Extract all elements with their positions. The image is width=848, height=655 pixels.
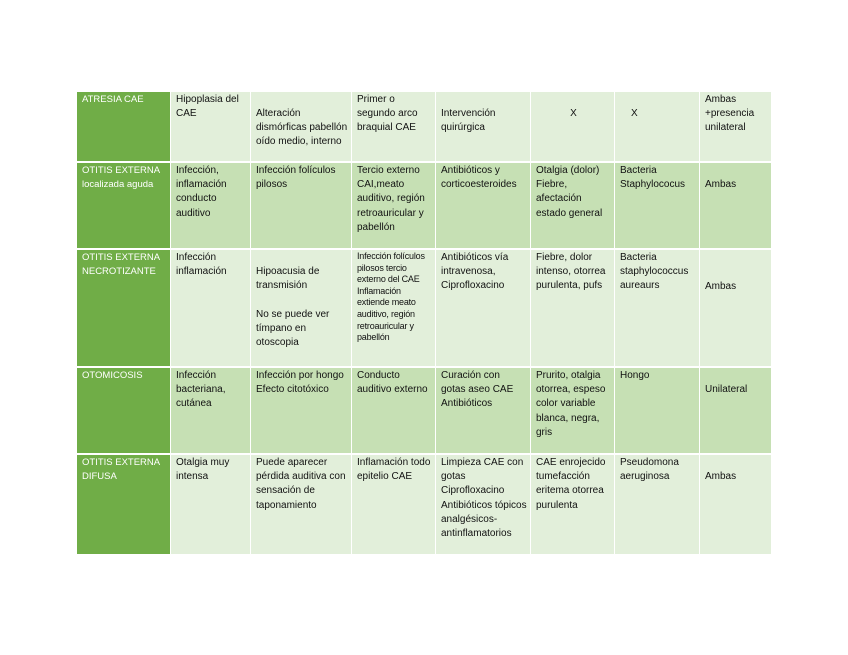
row-title-cell: OTITIS EXTERNA localizada aguda xyxy=(77,163,171,250)
table-row xyxy=(77,250,772,368)
table-cell: Antibióticos vía intravenosa, Ciprofloxacino xyxy=(436,250,531,368)
table-cell: Tercio externo CAI,meato auditivo, región retroauricular y pabellón xyxy=(352,163,436,250)
table-row xyxy=(77,455,772,556)
table-cell: Limpieza CAE con gotas Ciprofloxacino Antibióticos tópicos analgésicos-antinflamatorios xyxy=(436,455,531,556)
row-title-cell: OTOMICOSIS xyxy=(77,368,171,455)
table-cell: Prurito, otalgia otorrea, espeso color variable blanca, negra, gris xyxy=(531,368,615,455)
row-title-cell: OTITIS EXTERNA NECROTIZANTE xyxy=(77,250,171,368)
table-cell: Primer o segundo arco braquial CAE xyxy=(352,92,436,163)
table-cell: Infección folículos pilosos xyxy=(251,163,352,250)
table-cell: Infección, inflamación conducto auditivo xyxy=(171,163,251,250)
clinical-table xyxy=(77,92,772,556)
table-cell: Infección folículos pilosos tercio externo del CAE Inflamación extiende meato auditivo, región retroauricular y pabellón xyxy=(352,250,436,368)
table-cell: Unilateral xyxy=(700,368,772,455)
table-cell: Ambas xyxy=(700,455,772,556)
table-cell: X xyxy=(615,92,700,163)
table-row xyxy=(77,368,772,455)
table-cell: Ambas +presencia unilateral xyxy=(700,92,772,163)
table-row xyxy=(77,163,772,250)
row-title-cell: OTITIS EXTERNA DIFUSA xyxy=(77,455,171,556)
table-row xyxy=(77,92,772,163)
table-cell: X xyxy=(531,92,615,163)
table-cell: Hongo xyxy=(615,368,700,455)
table-cell: Infección por hongo Efecto citotóxico xyxy=(251,368,352,455)
table-cell: Otalgia (dolor) Fiebre, afectación estado general xyxy=(531,163,615,250)
table-cell: Infección inflamación xyxy=(171,250,251,368)
table-cell: Alteración dismórficas pabellón oído medio, interno xyxy=(251,92,352,163)
table-cell: Pseudomona aeruginosa xyxy=(615,455,700,556)
table-cell: Conducto auditivo externo xyxy=(352,368,436,455)
table-cell: Intervención quirúrgica xyxy=(436,92,531,163)
table-cell: CAE enrojecido tumefacción eritema otorrea purulenta xyxy=(531,455,615,556)
table-cell: Hipoplasia del CAE xyxy=(171,92,251,163)
table-cell: Infección bacteriana, cutánea xyxy=(171,368,251,455)
table-cell: Bacteria staphylococcus aureaurs xyxy=(615,250,700,368)
table-cell: Otalgia muy intensa xyxy=(171,455,251,556)
table-cell: Ambas xyxy=(700,163,772,250)
row-title-cell: ATRESIA CAE xyxy=(77,92,171,163)
table-cell: Fiebre, dolor intenso, otorrea purulenta, pufs xyxy=(531,250,615,368)
table-cell: Curación con gotas aseo CAE Antibióticos xyxy=(436,368,531,455)
table-cell: Puede aparecer pérdida auditiva con sensación de taponamiento xyxy=(251,455,352,556)
table-cell: Ambas xyxy=(700,250,772,368)
table-cell: Antibióticos y corticoesteroides xyxy=(436,163,531,250)
table-cell: Hipoacusia de transmisión No se puede ver tímpano en otoscopia xyxy=(251,250,352,368)
table-cell: Inflamación todo epitelio CAE xyxy=(352,455,436,556)
table-cell: Bacteria Staphylococus xyxy=(615,163,700,250)
